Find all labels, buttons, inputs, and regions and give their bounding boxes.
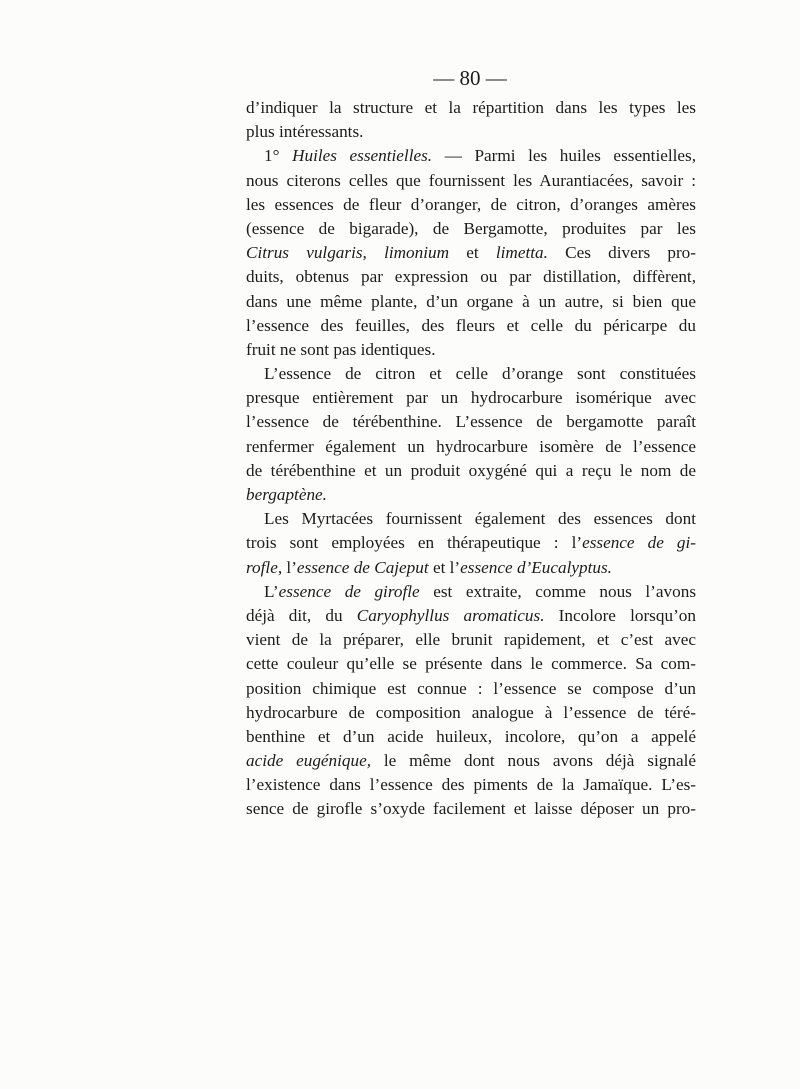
italic-text-segment: acide eugénique, bbox=[246, 751, 372, 771]
text-segment: et bbox=[449, 243, 496, 263]
text-segment: presque entièrement par un hydrocarbure isomérique avec bbox=[246, 388, 696, 408]
text-segment: Incolore lorsqu’on bbox=[544, 605, 696, 625]
text-segment: de térébenthine et un produit oxygéné qui a reçu le nom de bbox=[246, 460, 696, 480]
italic-text-segment: essence de gi- bbox=[582, 533, 696, 553]
text-line bbox=[246, 580, 696, 604]
italic-text-segment: limetta. bbox=[495, 243, 548, 263]
text-segment: sence de girofle s’oxyde facilement et laisse déposer un pro- bbox=[246, 799, 696, 819]
italic-text-segment: essence de Cajeput bbox=[296, 557, 429, 577]
text-segment: l’essence de térébenthine. L’essence de bergamotte paraît bbox=[246, 412, 696, 432]
text-line bbox=[246, 677, 696, 701]
text-segment: duits, obtenus par expression ou par distillation, diffèrent, bbox=[246, 267, 696, 287]
text-segment: l’existence dans l’essence des piments de la Jamaïque. L’es- bbox=[246, 775, 696, 795]
text-segment: cette couleur qu’elle se présente dans le commerce. Sa com- bbox=[246, 654, 696, 674]
text-segment: L’essence de citron et celle d’orange sont constituées bbox=[264, 364, 696, 384]
text-line bbox=[246, 290, 696, 314]
text-segment: fruit ne sont pas identiques. bbox=[246, 339, 436, 359]
text-line bbox=[246, 725, 696, 749]
italic-text-segment: essence de girofle bbox=[278, 581, 420, 601]
text-segment: Ces divers pro- bbox=[547, 243, 696, 263]
text-line bbox=[246, 435, 696, 459]
text-line bbox=[246, 749, 696, 773]
text-segment: les essences de fleur d’oranger, de citron, d’oranges amères bbox=[246, 194, 696, 214]
text-line bbox=[246, 773, 696, 797]
italic-text-segment: rofle, bbox=[246, 557, 283, 577]
text-line bbox=[246, 362, 696, 386]
text-line bbox=[246, 797, 696, 821]
text-line bbox=[246, 241, 696, 265]
text-segment: L’ bbox=[264, 581, 279, 601]
text-segment: — Parmi les huiles essentielles, bbox=[432, 146, 697, 166]
text-segment: l’essence des feuilles, des fleurs et celle du péricarpe du bbox=[246, 315, 696, 335]
text-segment: benthine et d’un acide huileux, incolore, qu’on a appelé bbox=[246, 726, 696, 746]
text-line bbox=[246, 604, 696, 628]
text-segment: position chimique est connue : l’essence se compose d’un bbox=[246, 678, 696, 698]
text-line bbox=[246, 217, 696, 241]
text-segment: Les Myrtacées fournissent également des essences dont bbox=[264, 509, 696, 529]
text-segment: 1° bbox=[264, 146, 293, 166]
text-line bbox=[246, 459, 696, 483]
text-segment: renfermer également un hydrocarbure isomère de l’essence bbox=[246, 436, 696, 456]
text-line bbox=[246, 144, 696, 168]
body-text bbox=[246, 96, 696, 822]
text-line bbox=[246, 169, 696, 193]
text-line bbox=[246, 483, 696, 507]
text-segment: nous citerons celles que fournissent les Aurantiacées, savoir : bbox=[246, 170, 696, 190]
text-line bbox=[246, 410, 696, 434]
text-segment: (essence de bigarade), de Bergamotte, produites par les bbox=[246, 218, 696, 238]
text-line bbox=[246, 314, 696, 338]
text-line bbox=[246, 120, 696, 144]
text-segment: l’ bbox=[282, 557, 297, 577]
italic-text-segment: Caryophyllus aromaticus. bbox=[356, 605, 545, 625]
text-line bbox=[246, 652, 696, 676]
text-line bbox=[246, 265, 696, 289]
text-line bbox=[246, 193, 696, 217]
text-segment: est extraite, comme nous l’avons bbox=[419, 581, 697, 601]
page-number: — 80 — bbox=[433, 66, 507, 90]
text-segment: hydrocarbure de composition analogue à l’essence de téré- bbox=[246, 702, 696, 722]
text-line bbox=[246, 96, 696, 120]
text-line bbox=[246, 338, 696, 362]
text-segment: trois sont employées en thérapeutique : l’ bbox=[246, 533, 583, 553]
italic-text-segment: bergaptène. bbox=[246, 485, 327, 504]
text-segment: d’indiquer la structure et la répartition dans les types les bbox=[246, 98, 696, 117]
text-segment: plus intéressants. bbox=[246, 122, 364, 142]
text-segment: et l’ bbox=[428, 557, 461, 577]
text-line bbox=[246, 531, 696, 555]
text-segment: vient de la préparer, elle brunit rapidement, et c’est avec bbox=[246, 630, 696, 650]
italic-text-segment: Huiles essentielles. bbox=[292, 146, 433, 166]
text-segment: le même dont nous avons déjà signalé bbox=[371, 751, 696, 771]
italic-text-segment: Citrus vulgaris, limonium bbox=[246, 243, 449, 263]
text-segment: déjà dit, du bbox=[246, 605, 357, 625]
text-segment: dans une même plante, d’un organe à un autre, si bien que bbox=[246, 291, 696, 311]
text-line bbox=[246, 556, 696, 580]
italic-text-segment: essence d’Eucalyptus. bbox=[460, 557, 612, 577]
text-line bbox=[246, 628, 696, 652]
text-line bbox=[246, 507, 696, 531]
text-line bbox=[246, 386, 696, 410]
text-line bbox=[246, 701, 696, 725]
